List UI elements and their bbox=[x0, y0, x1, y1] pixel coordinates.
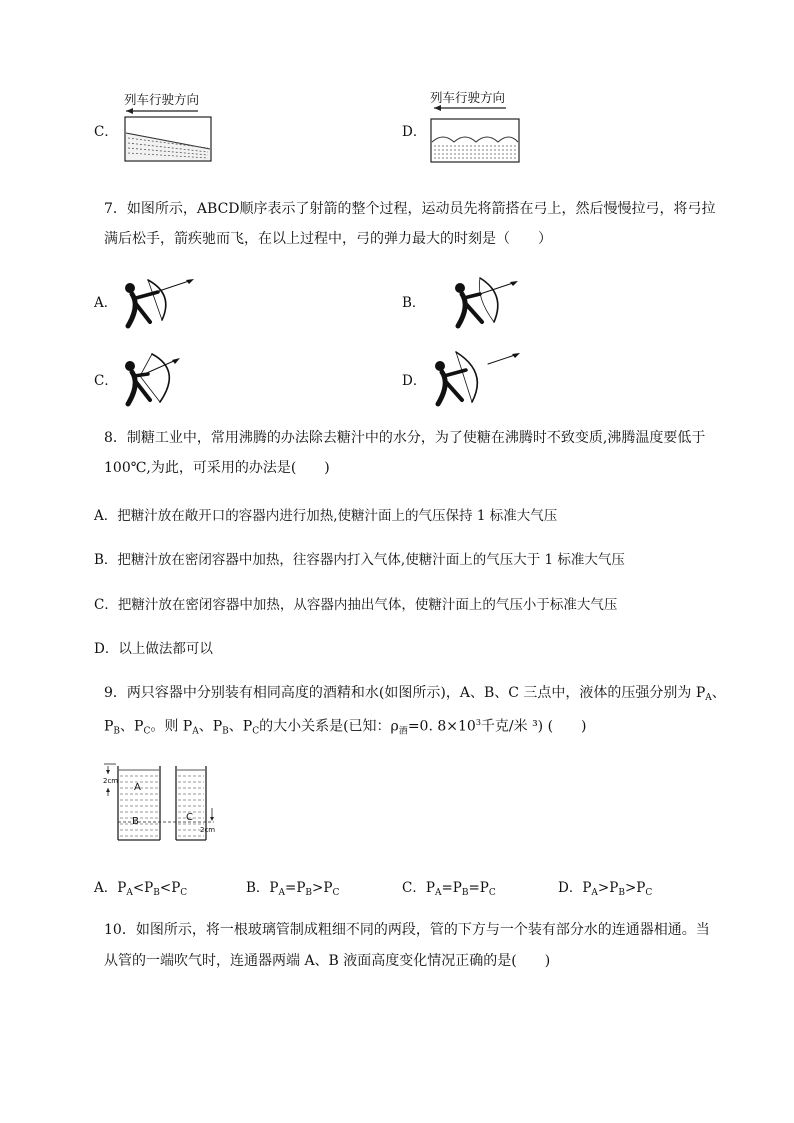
q7-option-a-label: A． bbox=[94, 295, 118, 311]
q9-option-a: A．$P_A<P_B<P_C$ bbox=[94, 880, 188, 898]
q7-stem-line2: 满后松手，箭疾驰而飞，在以上过程中，弓的弹力最大的时刻是（ ） bbox=[104, 231, 552, 247]
q9-right-dimension-label: 2cm bbox=[200, 826, 216, 834]
q10-stem-line1: 10．如图所示，将一根玻璃管制成粗细不同的两段，管的下方与一个装有部分水的连通器相通。当 bbox=[104, 922, 710, 938]
q9-option-c: C．$P_A=P_B=P_C$ bbox=[402, 880, 496, 898]
q7-option-d-label: D． bbox=[402, 373, 427, 389]
q9-option-b: B．$P_A=P_B>P_C$ bbox=[246, 880, 340, 898]
q8-stem-line1: 8．制糖工业中，常用沸腾的办法除去糖汁中的水分，为了使糖在沸腾时不致变质,沸腾温度要低于 bbox=[104, 430, 706, 446]
q6-d-direction-label: 列车行驶方向 bbox=[430, 90, 506, 105]
q7-option-c-archer-figure bbox=[118, 352, 200, 410]
q9-containers-diagram bbox=[98, 760, 228, 848]
q9-stem-line1: 9．两只容器中分别装有相同高度的酒精和水(如图所示)，A、B、C 三点中，液体的压强分别为 $P_A$、 bbox=[104, 685, 726, 703]
q9-left-dimension-label: 2cm bbox=[103, 777, 119, 785]
q6-option-d-label: D． bbox=[402, 124, 427, 140]
q8-stem-line2: 100℃,为此，可采用的办法是( ) bbox=[104, 460, 330, 476]
q7-option-a-archer-figure bbox=[118, 274, 200, 332]
q7-option-b-label: B． bbox=[402, 295, 426, 311]
q9-option-d: D．$P_A>P_B>P_C$ bbox=[558, 880, 653, 898]
q6-option-c-label: C． bbox=[94, 124, 118, 140]
q9-point-a-label: A bbox=[134, 782, 141, 793]
q9-point-c-label: C bbox=[186, 812, 193, 823]
q8-option-c: C．把糖汁放在密闭容器中加热，从容器内抽出气体，使糖汁面上的气压小于标准大气压 bbox=[94, 597, 618, 613]
q6-c-direction-label: 列车行驶方向 bbox=[124, 92, 200, 107]
q6-d-tank-diagram bbox=[426, 88, 526, 168]
q6-c-tank-diagram bbox=[118, 88, 218, 168]
q7-stem-line1: 7．如图所示，ABCD顺序表示了射箭的整个过程，运动员先将箭搭在弓上，然后慢慢拉弓，将弓拉 bbox=[104, 201, 716, 217]
q9-containers-figure bbox=[98, 760, 228, 848]
q7-option-c-label: C． bbox=[94, 373, 118, 389]
q9-stem-line2: $P_B$、$P_C$。则 $P_A$、$P_B$、$P_C$的大小关系是(已知：$\rho_酒=0$. $8\times 10^3$千克/米 ³) ( ) bbox=[104, 718, 587, 737]
q8-option-d: D．以上做法都可以 bbox=[94, 641, 213, 657]
q10-stem-line2: 从管的一端吹气时，连通器两端 A、B 液面高度变化情况正确的是( ) bbox=[104, 953, 551, 969]
q8-option-a: A．把糖汁放在敞开口的容器内进行加热,使糖汁面上的气压保持 1 标准大气压 bbox=[94, 508, 558, 524]
q8-option-b: B．把糖汁放在密闭容器中加热，往容器内打入气体,使糖汁面上的气压大于 1 标准大气压 bbox=[94, 552, 625, 568]
q9-point-b-label: B bbox=[132, 816, 139, 827]
q7-option-d-archer-figure bbox=[426, 342, 526, 410]
q7-option-b-archer-figure bbox=[446, 274, 528, 332]
